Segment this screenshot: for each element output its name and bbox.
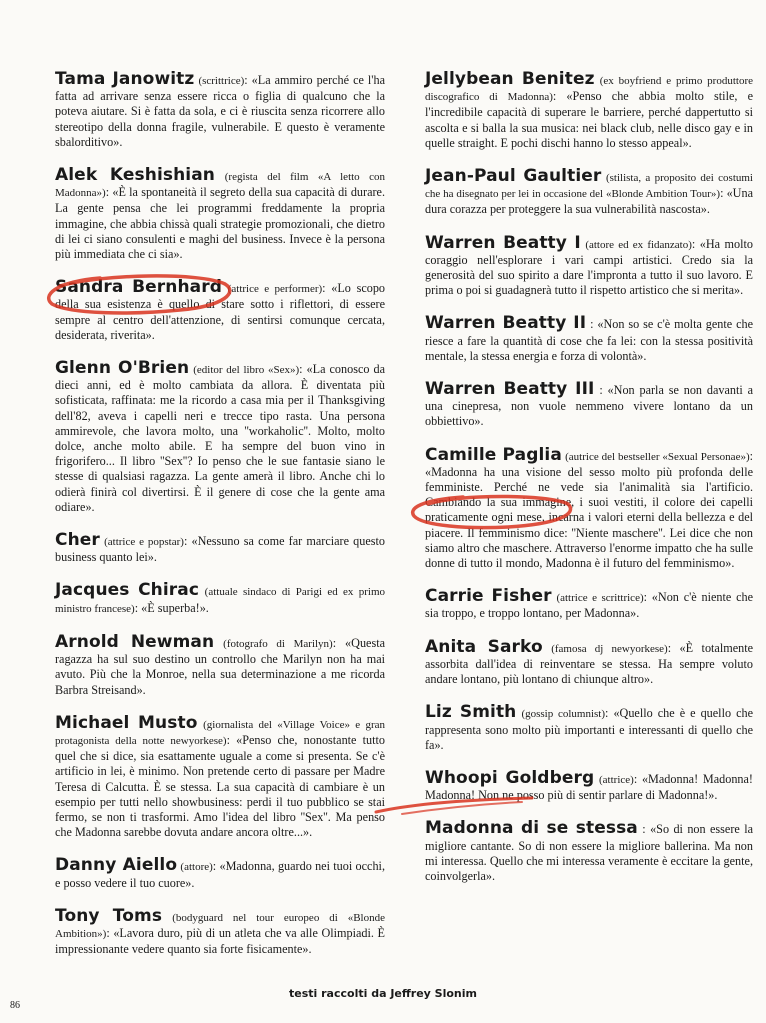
page-number: 86: [10, 1000, 20, 1011]
speaker-name: Warren Beatty III: [425, 379, 595, 400]
quote-entry: [55, 358, 385, 515]
quote-text: : «È la spontaneità il segreto della sua capacità di durare. La gente pensa che lei programmi freddamente la propria immagine, che abbia chissà quali strategie promozionali, che dietro di lei ci siano consulenti e maghi del business. Invece è la persona più immediata che ci sia».: [55, 185, 385, 262]
speaker-name: Warren Beatty II: [425, 313, 587, 334]
speaker-name: Michael Musto: [55, 712, 198, 733]
speaker-role: (ex boyfriend e primo produttore discografico di Madonna): [425, 75, 754, 104]
speaker-role: (attrice e performer): [227, 283, 323, 296]
quote-text: : «So di non essere la migliore cantante. So di non essere la migliore ballerina. Ma non mi interessa. Quello che mi interessa veramente è eccitare la gente, coinvolgerla».: [425, 822, 753, 883]
credit-line: testi raccolti da Jeffrey Slonim: [289, 987, 477, 1000]
speaker-name: Camille Paglia: [425, 444, 562, 465]
quote-entry: [425, 166, 753, 218]
speaker-name: Whoopi Goldberg: [425, 767, 595, 788]
speaker-role: (editor del libro «Sex»): [193, 364, 300, 377]
quote-text: : «Una dura corazza per proteggere la sua vulnerabilità nascosta».: [425, 186, 753, 217]
speaker-role: (autrice del bestseller «Sexual Personae»): [565, 450, 750, 463]
quote-entry: [55, 277, 386, 343]
speaker-name: Arnold Newman: [55, 631, 215, 652]
speaker-name: Glenn O'Brien: [55, 358, 190, 379]
quote-text: : «Lo scopo della sua esistenza è quello di stare sotto i riflettori, di essere sempre al centro dell'attenzione, di sentirsi comunque cercata, desiderata, riverita».: [55, 281, 386, 342]
speaker-name: Tony Toms: [55, 905, 163, 926]
speaker-name: Sandra Bernhard: [55, 277, 223, 298]
quote-text: : «Non parla se non davanti a una cinepresa, non vuole nemmeno vivere lontano da un obbiettivo».: [425, 383, 753, 429]
quote-entry: [55, 165, 385, 262]
quote-text: : «Quello che è e quello che rappresenta sono molto più importanti e interessanti di quello che fa».: [425, 706, 754, 752]
quote-entry: [55, 631, 385, 698]
quote-text: : «La ammiro perché ce l'ha fatta ad arrivare senza essere ricca o figlia di qualcuno che la poteva aiutare. Si è fatta da sola, e ci è riuscita senza ricorrere allo stereotipo della donna fragile, vulnerabile. E questo è veramente sbalorditivo».: [55, 73, 386, 149]
speaker-role: (regista del film «A letto con Madonna»): [55, 171, 385, 200]
quote-text: : «Questa ragazza ha sul suo destino un controllo che Marilyn non ha mai avuto. Più che la Monroe, nella sua determinazione a me ricorda Barbra Streisand».: [55, 635, 385, 697]
quote-entry: [425, 69, 754, 151]
speaker-role: (attuale sindaco di Parigi ed ex primo ministro francese): [55, 586, 386, 615]
quote-entry: [425, 313, 753, 364]
quote-text: : «Madonna! Madonna! Madonna! Non ne posso più di sentir parlare di Madonna!».: [425, 771, 753, 803]
quote-entry: [55, 580, 386, 616]
quote-entry: [425, 379, 753, 430]
speaker-name: Jacques Chirac: [55, 580, 200, 601]
speaker-name: Jean-Paul Gaultier: [425, 166, 602, 187]
quote-entry: [425, 767, 753, 803]
speaker-role: (attore ed ex fidanzato): [585, 238, 692, 251]
speaker-role: (famosa dj newyorkese): [551, 642, 668, 655]
speaker-name: Anita Sarko: [425, 636, 543, 657]
quote-entry: [425, 818, 753, 884]
quote-entry: [55, 712, 386, 841]
quote-entry: [55, 855, 385, 890]
quote-text: : «La conosco da dieci anni, ed è molto cambiata da allora. È diventata più sofisticata, raffinata: me la ricordo a casa mia per il Thanksgiving dell'82, aveva i capelli neri e trecce tipo rasta. Una persona ammirevole, che lavora molto, una ''workaholic''. Molto, molto dolce, anche molto abile. E ha sempre del buon vino in frigorifero... Il libro ''Sex''? Io penso che le sue fantasie siano le stesse di qualsiasi ragazza. La gente amerà il libro. Anche chi lo odierà finirà col divertirsi. È il genere di cose che la gente ama odiare».: [55, 362, 385, 514]
quote-entry: [425, 444, 754, 572]
quote-text: : «Madonna, guardo nei tuoi occhi, e posso vedere il tuo cuore».: [55, 859, 385, 890]
left-column: [55, 69, 386, 975]
speaker-name: Warren Beatty I: [425, 232, 581, 253]
quote-text: : «Penso che, nonostante tutto quel che si dice, sia esattamente uguale a come si presenta. Se c'è artificio in lei, è minimo. Non pretende certo di passare per Madre Teresa di Calcutta. È se stessa. La sua capacità di cambiare è un esempio per tutti nello showbusiness: perdi il tuo pubblico se stai fermo, se non ti trasformi. Amo l'idea del libro ''Sex''. Ma penso che Madonna sarebbe dovuta andare ancora oltre...».: [55, 732, 385, 840]
quote-entry: [55, 905, 385, 958]
quote-entry: [55, 530, 385, 565]
quote-entry: [425, 702, 754, 753]
speaker-role: (attrice): [599, 773, 634, 786]
speaker-role: (attrice e popstar): [104, 536, 184, 549]
speaker-role: (stilista, a proposito dei costumi che ha disegnato per lei in occasione del «Blonde Ambition Tour»): [425, 172, 753, 201]
speaker-role: (scrittrice): [198, 75, 245, 87]
speaker-name: Madonna di se stessa: [425, 818, 638, 839]
right-column: [425, 69, 754, 902]
speaker-role: (attrice e scrittrice): [556, 592, 644, 605]
quote-entry: [425, 636, 753, 688]
speaker-role: (attore): [180, 861, 213, 874]
speaker-name: Liz Smith: [425, 702, 517, 723]
quote-text: : «Non so se c'è molta gente che riesce a fare la quantità di cose che fa lei: con la stessa positività mentale, la stessa energia e forza di volontà».: [425, 317, 753, 363]
speaker-name: Tama Janowitz: [55, 69, 195, 89]
quote-text: : «Ha molto coraggio nell'esplorare i vari campi artistici. Credo sia la generosità del suo spirito a dare l'impronta a tutto il suo lavoro. E prima o poi si guadagnerà tutto il rispetto artistico che si merita».: [425, 236, 753, 298]
quote-text: : «Non c'è niente che sia troppo, e troppo lontano, per Madonna».: [425, 590, 754, 621]
quote-text: : «Madonna ha una visione del sesso molto più profonda delle femministe. Perché ne vede sia l'animalità sia l'artificio. Cambiando la sua immagine, i suoi vestiti, il colore dei capelli praticamente ogni mese, incarna i valori eterni della bellezza e del piacere. Il femminismo dice: ''Niente maschere''. Lei dice che non siamo altro che maschere. Attraverso l'enorme impatto che ha sulle donne di tutto il mondo, Madonna è il futuro del femminismo».: [425, 448, 754, 571]
speaker-name: Jellybean Benitez: [425, 69, 595, 89]
speaker-role: (giornalista del «Village Voice» e gran protagonista della notte newyorkese): [55, 718, 386, 747]
speaker-role: (bodyguard nel tour europeo di «Blonde Ambition»): [55, 911, 385, 940]
quote-text: : «Penso che abbia molto stile, e l'incredibile capacità di superare le barriere, perché dappertutto si ascolta e si balla la sua musica: nei black club, nelle disco gay e in quelle straight. E pochi dischi hanno lo stesso appeal».: [425, 89, 753, 150]
quote-text: : «È superba!».: [134, 600, 209, 615]
speaker-name: Danny Aiello: [55, 855, 178, 876]
speaker-name: Carrie Fisher: [425, 586, 552, 607]
speaker-role: (gossip columnist): [521, 708, 606, 721]
quote-entry: [425, 232, 753, 299]
quote-entry: [55, 69, 386, 150]
quote-text: : «Lavora duro, più di un atleta che va alle Olimpiadi. È impressionante vedere quanto sia forte fisicamente».: [55, 925, 385, 957]
quote-text: : «Nessuno sa come far marciare questo business quanto lei».: [55, 534, 385, 565]
quote-text: : «È totalmente assorbita dall'idea di reinventare se stessa. Ha sempre voluto andare lontano, più lontano di chiunque altro».: [425, 640, 753, 687]
quote-entry: [425, 586, 754, 621]
speaker-role: (fotografo di Marilyn): [223, 637, 333, 650]
speaker-name: Alek Keshishian: [55, 165, 216, 186]
speaker-name: Cher: [55, 530, 100, 551]
